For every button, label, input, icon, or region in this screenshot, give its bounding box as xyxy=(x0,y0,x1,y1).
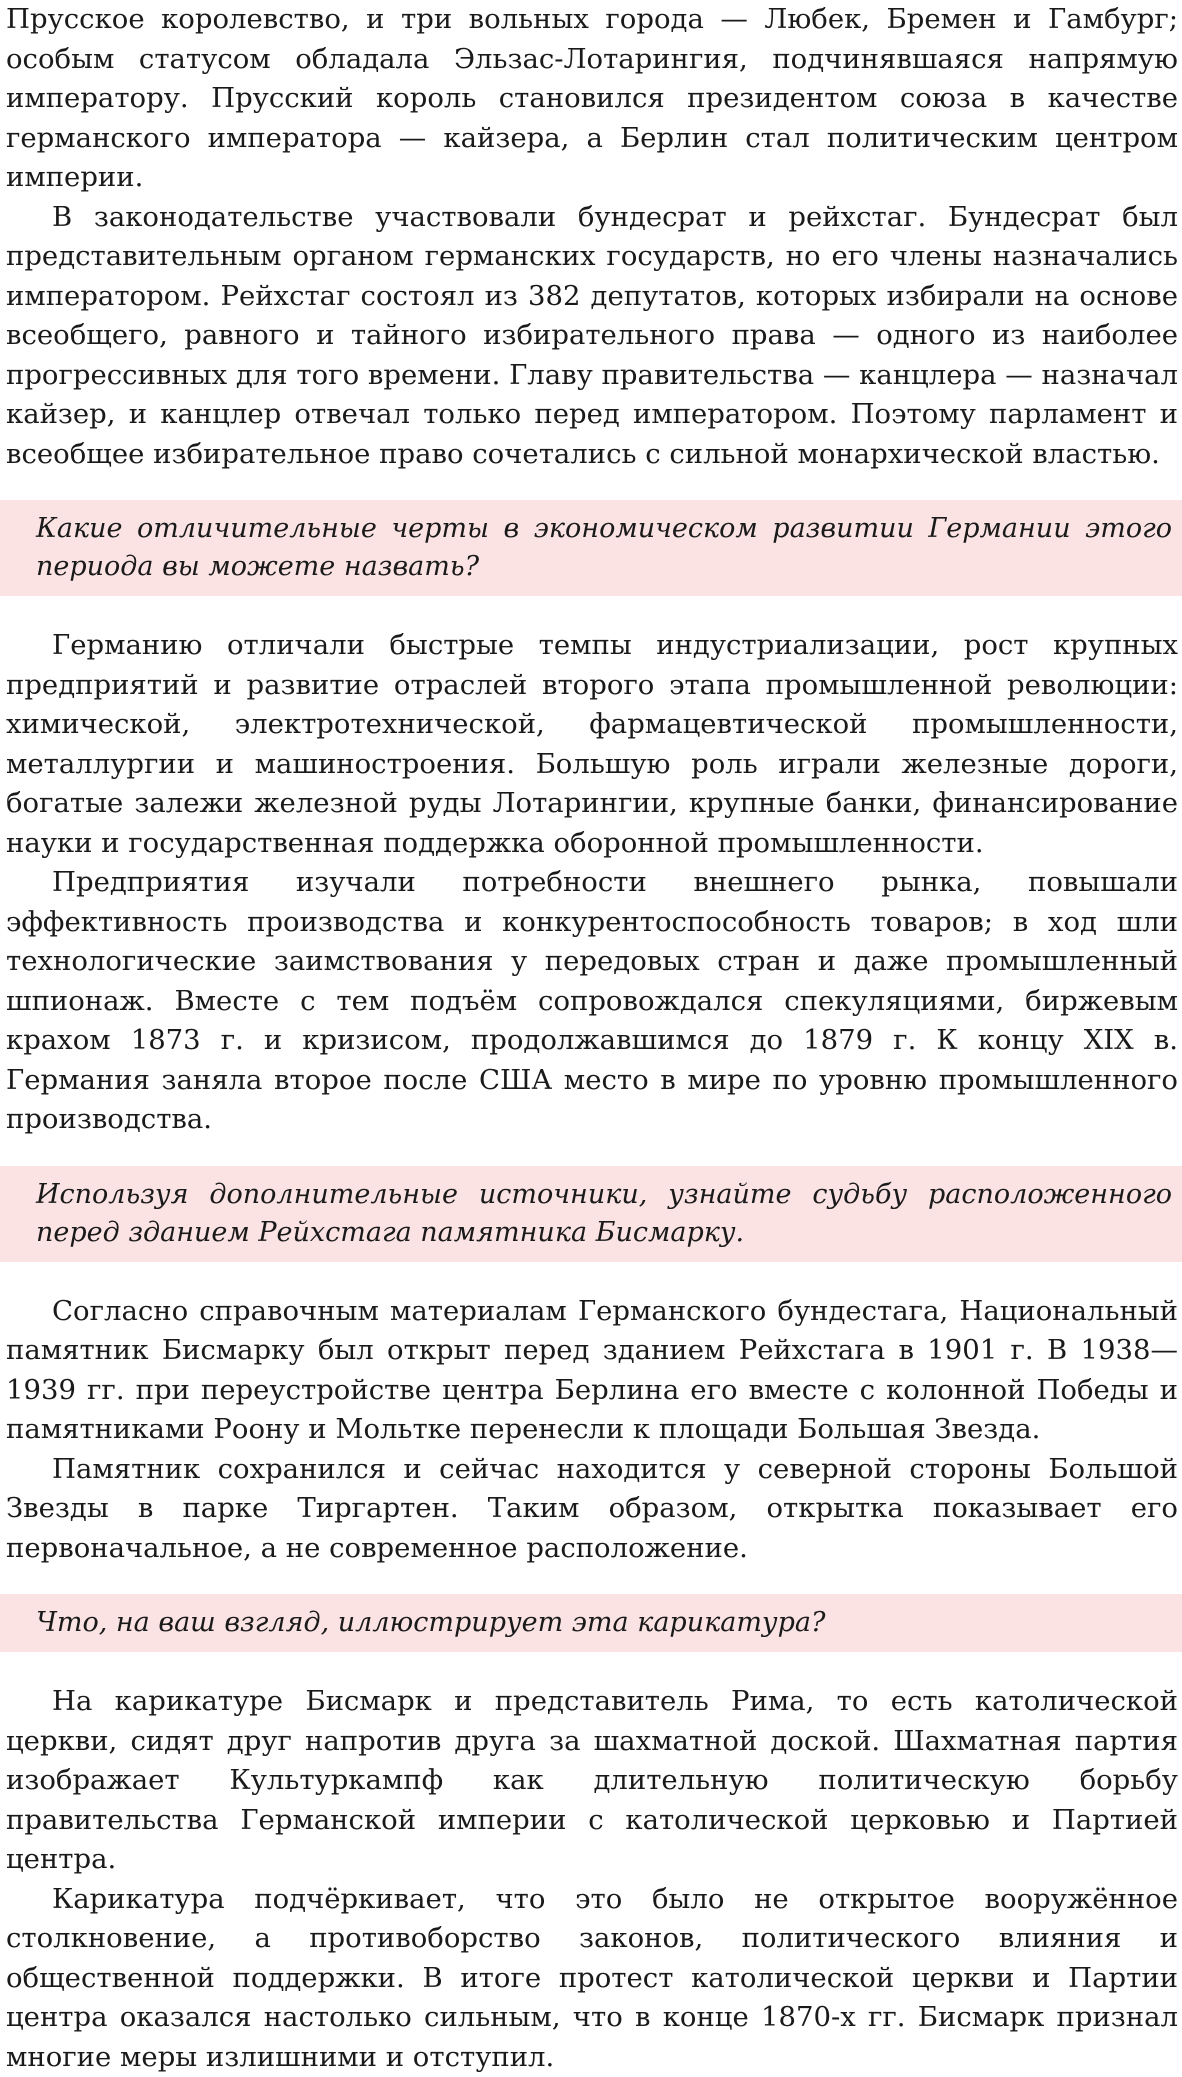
intro-paragraph-2: В законодательстве участвовали бундесрат и рейхстаг. Бундесрат был представительным органом германских государств, но его члены назначались императором. Рейхстаг состоял из 382 депутатов, которых избирали на основе всеобщего, равного и тайного избирательного права — одного из наиболее прогрессивных для того времени. Главу правительства — канцлера — назначал кайзер, и канцлер отвечал только перед императором. Поэтому парламент и всеобщее избирательное право сочетались с сильной монархической властью. xyxy=(0,198,1182,475)
question-text-bismarck-monument: Используя дополнительные источники, узнайте судьбу расположенного перед зданием Рейхстага памятника Бисмарку. xyxy=(36,1176,1172,1252)
answer-3-paragraph-1: На карикатуре Бисмарк и представитель Рима, то есть католической церкви, сидят друг напротив друга за шахматной доской. Шахматная партия изображает Культуркампф как длительную политическую борьбу правительства Германской империи с католической церковью и Партией центра. xyxy=(0,1682,1182,1880)
question-text-caricature: Что, на ваш взгляд, иллюстрирует эта карикатура? xyxy=(36,1604,1172,1642)
answer-2-paragraph-2: Памятник сохранился и сейчас находится у северной стороны Большой Звезды в парке Тиргартен. Таким образом, открытка показывает его первоначальное, а не современное расположение. xyxy=(0,1450,1182,1569)
intro-paragraph-1: Прусское королевство, и три вольных города — Любек, Бремен и Гамбург; особым статусом обладала Эльзас-Лотарингия, подчинявшаяся напрямую императору. Прусский король становился президентом союза в качестве германского императора — кайзера, а Берлин стал политическим центром империи. xyxy=(0,0,1182,198)
answer-1-paragraph-2: Предприятия изучали потребности внешнего рынка, повышали эффективность производства и конкурентоспособность товаров; в ход шли технологические заимствования у передовых стран и даже промышленный шпионаж. Вместе с тем подъём сопровождался спекуляциями, биржевым крахом 1873 г. и кризисом, продолжавшимся до 1879 г. К концу XIX в. Германия заняла второе после США место в мире по уровню промышленного производства. xyxy=(0,863,1182,1140)
question-block-bismarck-monument xyxy=(0,1166,1182,1262)
question-block-economy xyxy=(0,500,1182,596)
question-text-economy: Какие отличительные черты в экономическом развитии Германии этого периода вы можете назвать? xyxy=(36,510,1172,586)
answer-2-paragraph-1: Согласно справочным материалам Германского бундестага, Национальный памятник Бисмарку был открыт перед зданием Рейхстага в 1901 г. В 1938—1939 гг. при переустройстве центра Берлина его вместе с колонной Победы и памятниками Роону и Мольтке перенесли к площади Большая Звезда. xyxy=(0,1292,1182,1450)
question-block-caricature xyxy=(0,1594,1182,1652)
answer-3-paragraph-2: Карикатура подчёркивает, что это было не открытое вооружённое столкновение, а противоборство законов, политического влияния и общественной поддержки. В итоге протест католической церкви и Партии центра оказался настолько сильным, что в конце 1870-х гг. Бисмарк признал многие меры излишними и отступил. xyxy=(0,1880,1182,2077)
answer-1-paragraph-1: Германию отличали быстрые темпы индустриализации, рост крупных предприятий и развитие отраслей второго этапа промышленной революции: химической, электротехнической, фармацевтической промышленности, металлургии и машиностроения. Большую роль играли железные дороги, богатые залежи железной руды Лотарингии, крупные банки, финансирование науки и государственная поддержка оборонной промышленности. xyxy=(0,626,1182,863)
